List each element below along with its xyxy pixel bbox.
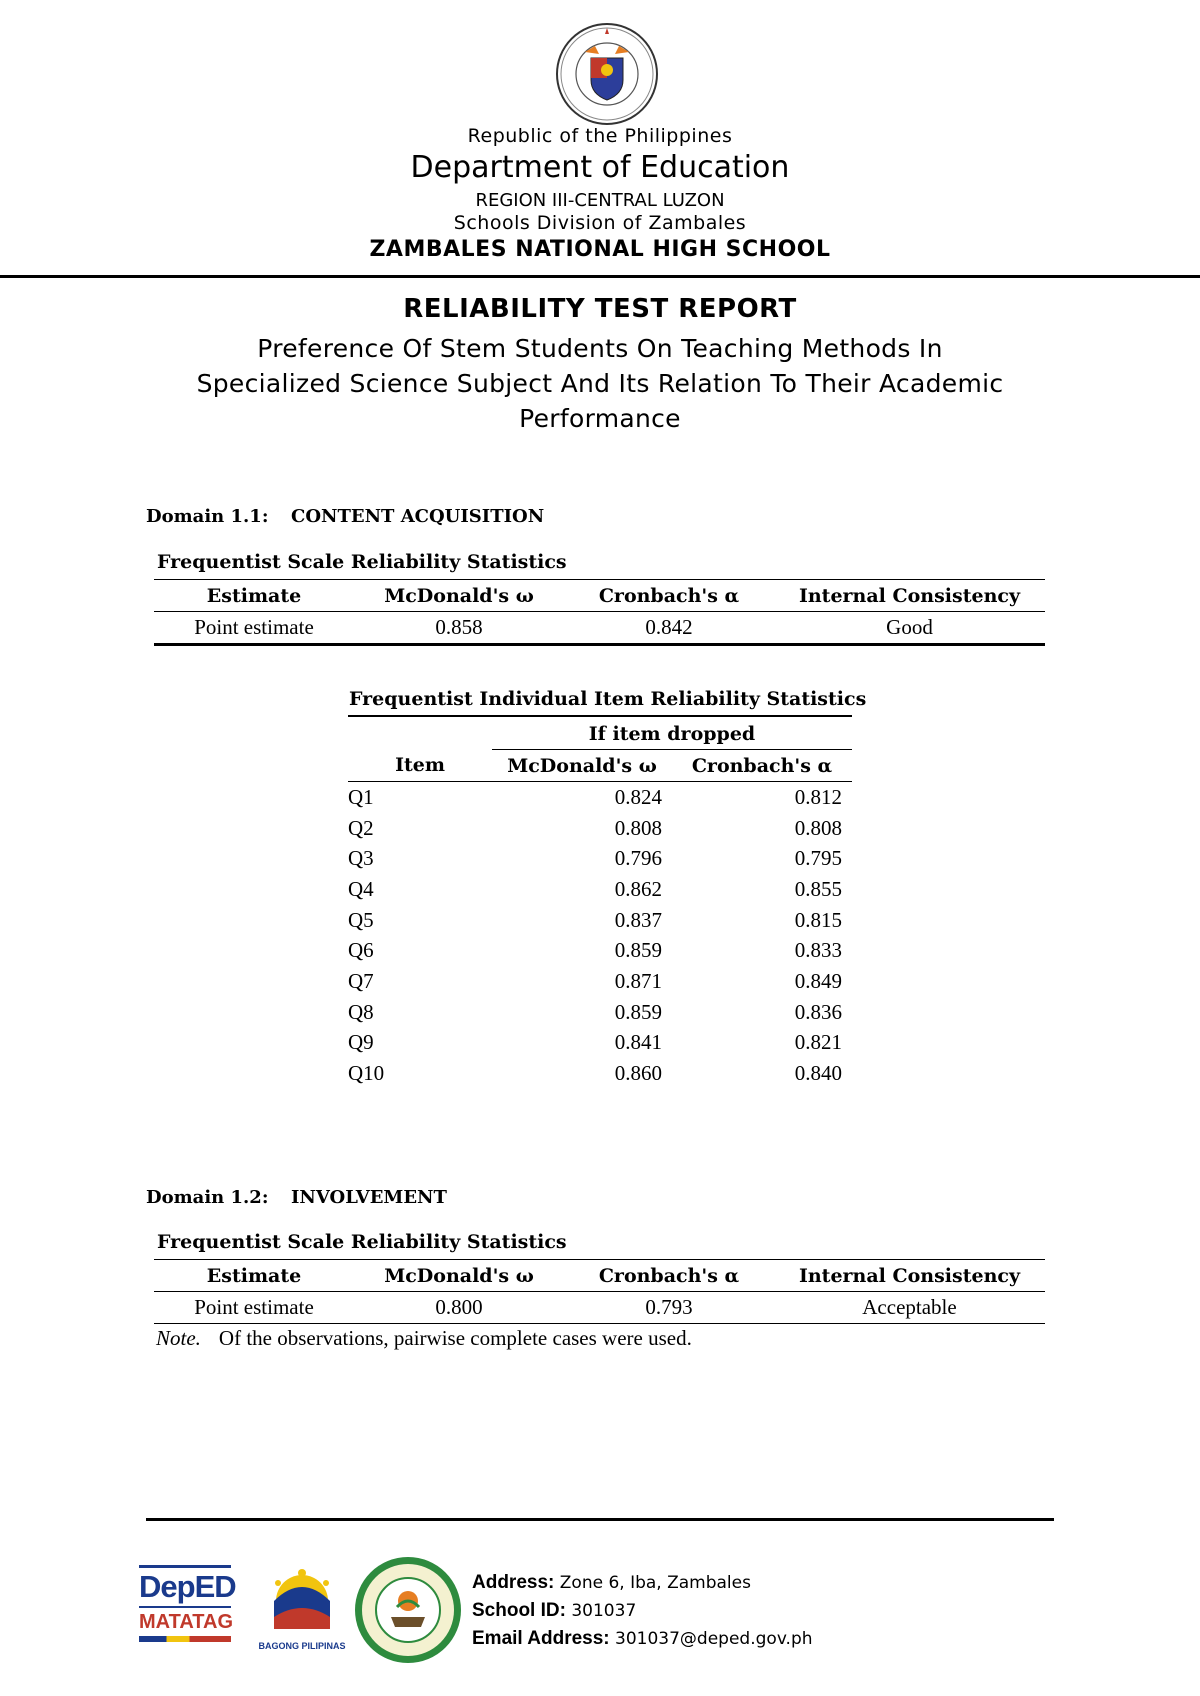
cell-alpha: 0.833 [794,938,842,963]
topic-line-3: Performance [519,404,681,433]
bagong-pilipinas-logo [256,1563,348,1655]
col-cronbach-alpha: Cronbach's α [672,750,852,782]
blank-header [348,718,492,750]
cell-omega: 0.859 [614,999,662,1024]
domain-1-name: CONTENT ACQUISITION [291,506,545,527]
table-row [348,1058,852,1089]
cell-item: Q7 [348,968,374,993]
footer-contact [472,1569,813,1653]
cell-item: Q3 [348,846,374,871]
cell-omega: 0.796 [614,846,662,871]
cell-omega: 0.860 [614,1061,662,1086]
table-row [348,874,852,905]
cell-alpha: 0.793 [564,1292,774,1324]
deped-wordmark: DepED [139,1569,236,1604]
table-row [348,935,852,966]
table-row [348,782,852,813]
cell-omega: 0.862 [614,876,662,901]
domain-1-items-table [348,718,852,1089]
cell-alpha: 0.855 [794,876,842,901]
domain-1-heading [146,506,746,530]
cell-alpha: 0.840 [794,1061,842,1086]
if-item-dropped-header: If item dropped [492,718,852,750]
logo-bar [139,1636,231,1642]
col-estimate: Estimate [154,580,354,612]
report-topic [0,331,1200,436]
domain-1-scale-table [154,579,1045,646]
division-line: Schools Division of Zambales [453,212,747,234]
address-label: Address: [472,1572,555,1593]
domain-2-label: Domain 1.2: [146,1187,269,1208]
domain-1-items-caption: Frequentist Individual Item Reliability Statistics [349,688,867,710]
table-row [154,612,1045,645]
cell-alpha: 0.812 [794,784,842,809]
col-estimate: Estimate [154,1260,354,1292]
cell-omega: 0.841 [614,1030,662,1055]
cell-item: Q2 [348,815,374,840]
cell-item: Q5 [348,907,374,932]
cell-item: Q4 [348,876,374,901]
email-line [472,1625,813,1653]
domain-1-scale-caption: Frequentist Scale Reliability Statistics [157,551,567,573]
cell-item: Q1 [348,784,374,809]
note-text: Of the observations, pairwise complete cases were used. [218,1326,692,1350]
cell-omega: 0.837 [614,907,662,932]
domain-2-name: INVOLVEMENT [291,1187,447,1208]
table-row [348,905,852,936]
cell-omega: 0.858 [354,612,564,645]
col-mcdonald-omega: McDonald's ω [354,580,564,612]
cell-item: Q8 [348,999,374,1024]
department-name: Department of Education [410,150,790,185]
school-name: ZAMBALES NATIONAL HIGH SCHOOL [369,237,831,262]
deped-matatag-logo [139,1565,234,1665]
cell-consistency: Good [774,612,1045,645]
address-line [472,1569,813,1597]
table-row [348,1028,852,1059]
col-item: Item [348,750,492,782]
col-internal-consistency: Internal Consistency [774,1260,1045,1292]
domain-2-scale-caption: Frequentist Scale Reliability Statistics [157,1231,567,1253]
email-value: 301037@deped.gov.ph [615,1629,813,1649]
col-cronbach-alpha: Cronbach's α [564,580,774,612]
cell-alpha: 0.842 [564,612,774,645]
deped-seal-logo [555,22,659,126]
col-internal-consistency: Internal Consistency [774,580,1045,612]
republic-line: Republic of the Philippines [467,125,733,147]
cell-item: Q9 [348,1030,374,1055]
cell-consistency: Acceptable [774,1292,1045,1324]
report-title: RELIABILITY TEST REPORT [403,294,797,324]
col-mcdonald-omega: McDonald's ω [354,1260,564,1292]
school-id-line [472,1597,813,1625]
col-mcdonald-omega: McDonald's ω [492,750,672,782]
region-line: REGION III-CENTRAL LUZON [475,190,725,211]
cell-alpha: 0.815 [794,907,842,932]
cell-omega: 0.859 [614,938,662,963]
cell-item: Q10 [348,1061,385,1086]
note-label: Note. [156,1326,201,1350]
table-row [348,813,852,844]
domain-1-label: Domain 1.1: [146,506,269,527]
table-row [348,997,852,1028]
school-seal-logo [353,1555,463,1665]
table-row [348,843,852,874]
school-id-value: 301037 [571,1601,637,1621]
items-caption-rule [348,715,852,717]
footer-divider [146,1518,1054,1521]
cell-alpha: 0.849 [794,968,842,993]
table-row [348,966,852,997]
col-cronbach-alpha: Cronbach's α [564,1260,774,1292]
bagong-pilipinas-text: BAGONG PILIPINAS [258,1641,346,1651]
cell-omega: 0.871 [614,968,662,993]
email-label: Email Address: [472,1628,610,1649]
cell-alpha: 0.795 [794,846,842,871]
cell-estimate: Point estimate [154,1292,354,1324]
topic-line-1: Preference Of Stem Students On Teaching Methods In [257,334,943,363]
cell-omega: 0.824 [614,784,662,809]
cell-alpha: 0.821 [794,1030,842,1055]
domain-2-heading [146,1187,746,1211]
address-value: Zone 6, Iba, Zambales [559,1573,751,1593]
matatag-wordmark: MATATAG [139,1611,234,1633]
domain-2-scale-table [154,1259,1045,1324]
school-id-label: School ID: [472,1600,566,1621]
table-note [156,1326,692,1351]
table-row [154,1292,1045,1324]
cell-alpha: 0.808 [794,815,842,840]
topic-line-2: Specialized Science Subject And Its Relation To Their Academic [196,369,1004,398]
cell-estimate: Point estimate [154,612,354,645]
cell-item: Q6 [348,938,374,963]
cell-omega: 0.808 [614,815,662,840]
header-divider [0,275,1200,278]
cell-omega: 0.800 [354,1292,564,1324]
cell-alpha: 0.836 [794,999,842,1024]
